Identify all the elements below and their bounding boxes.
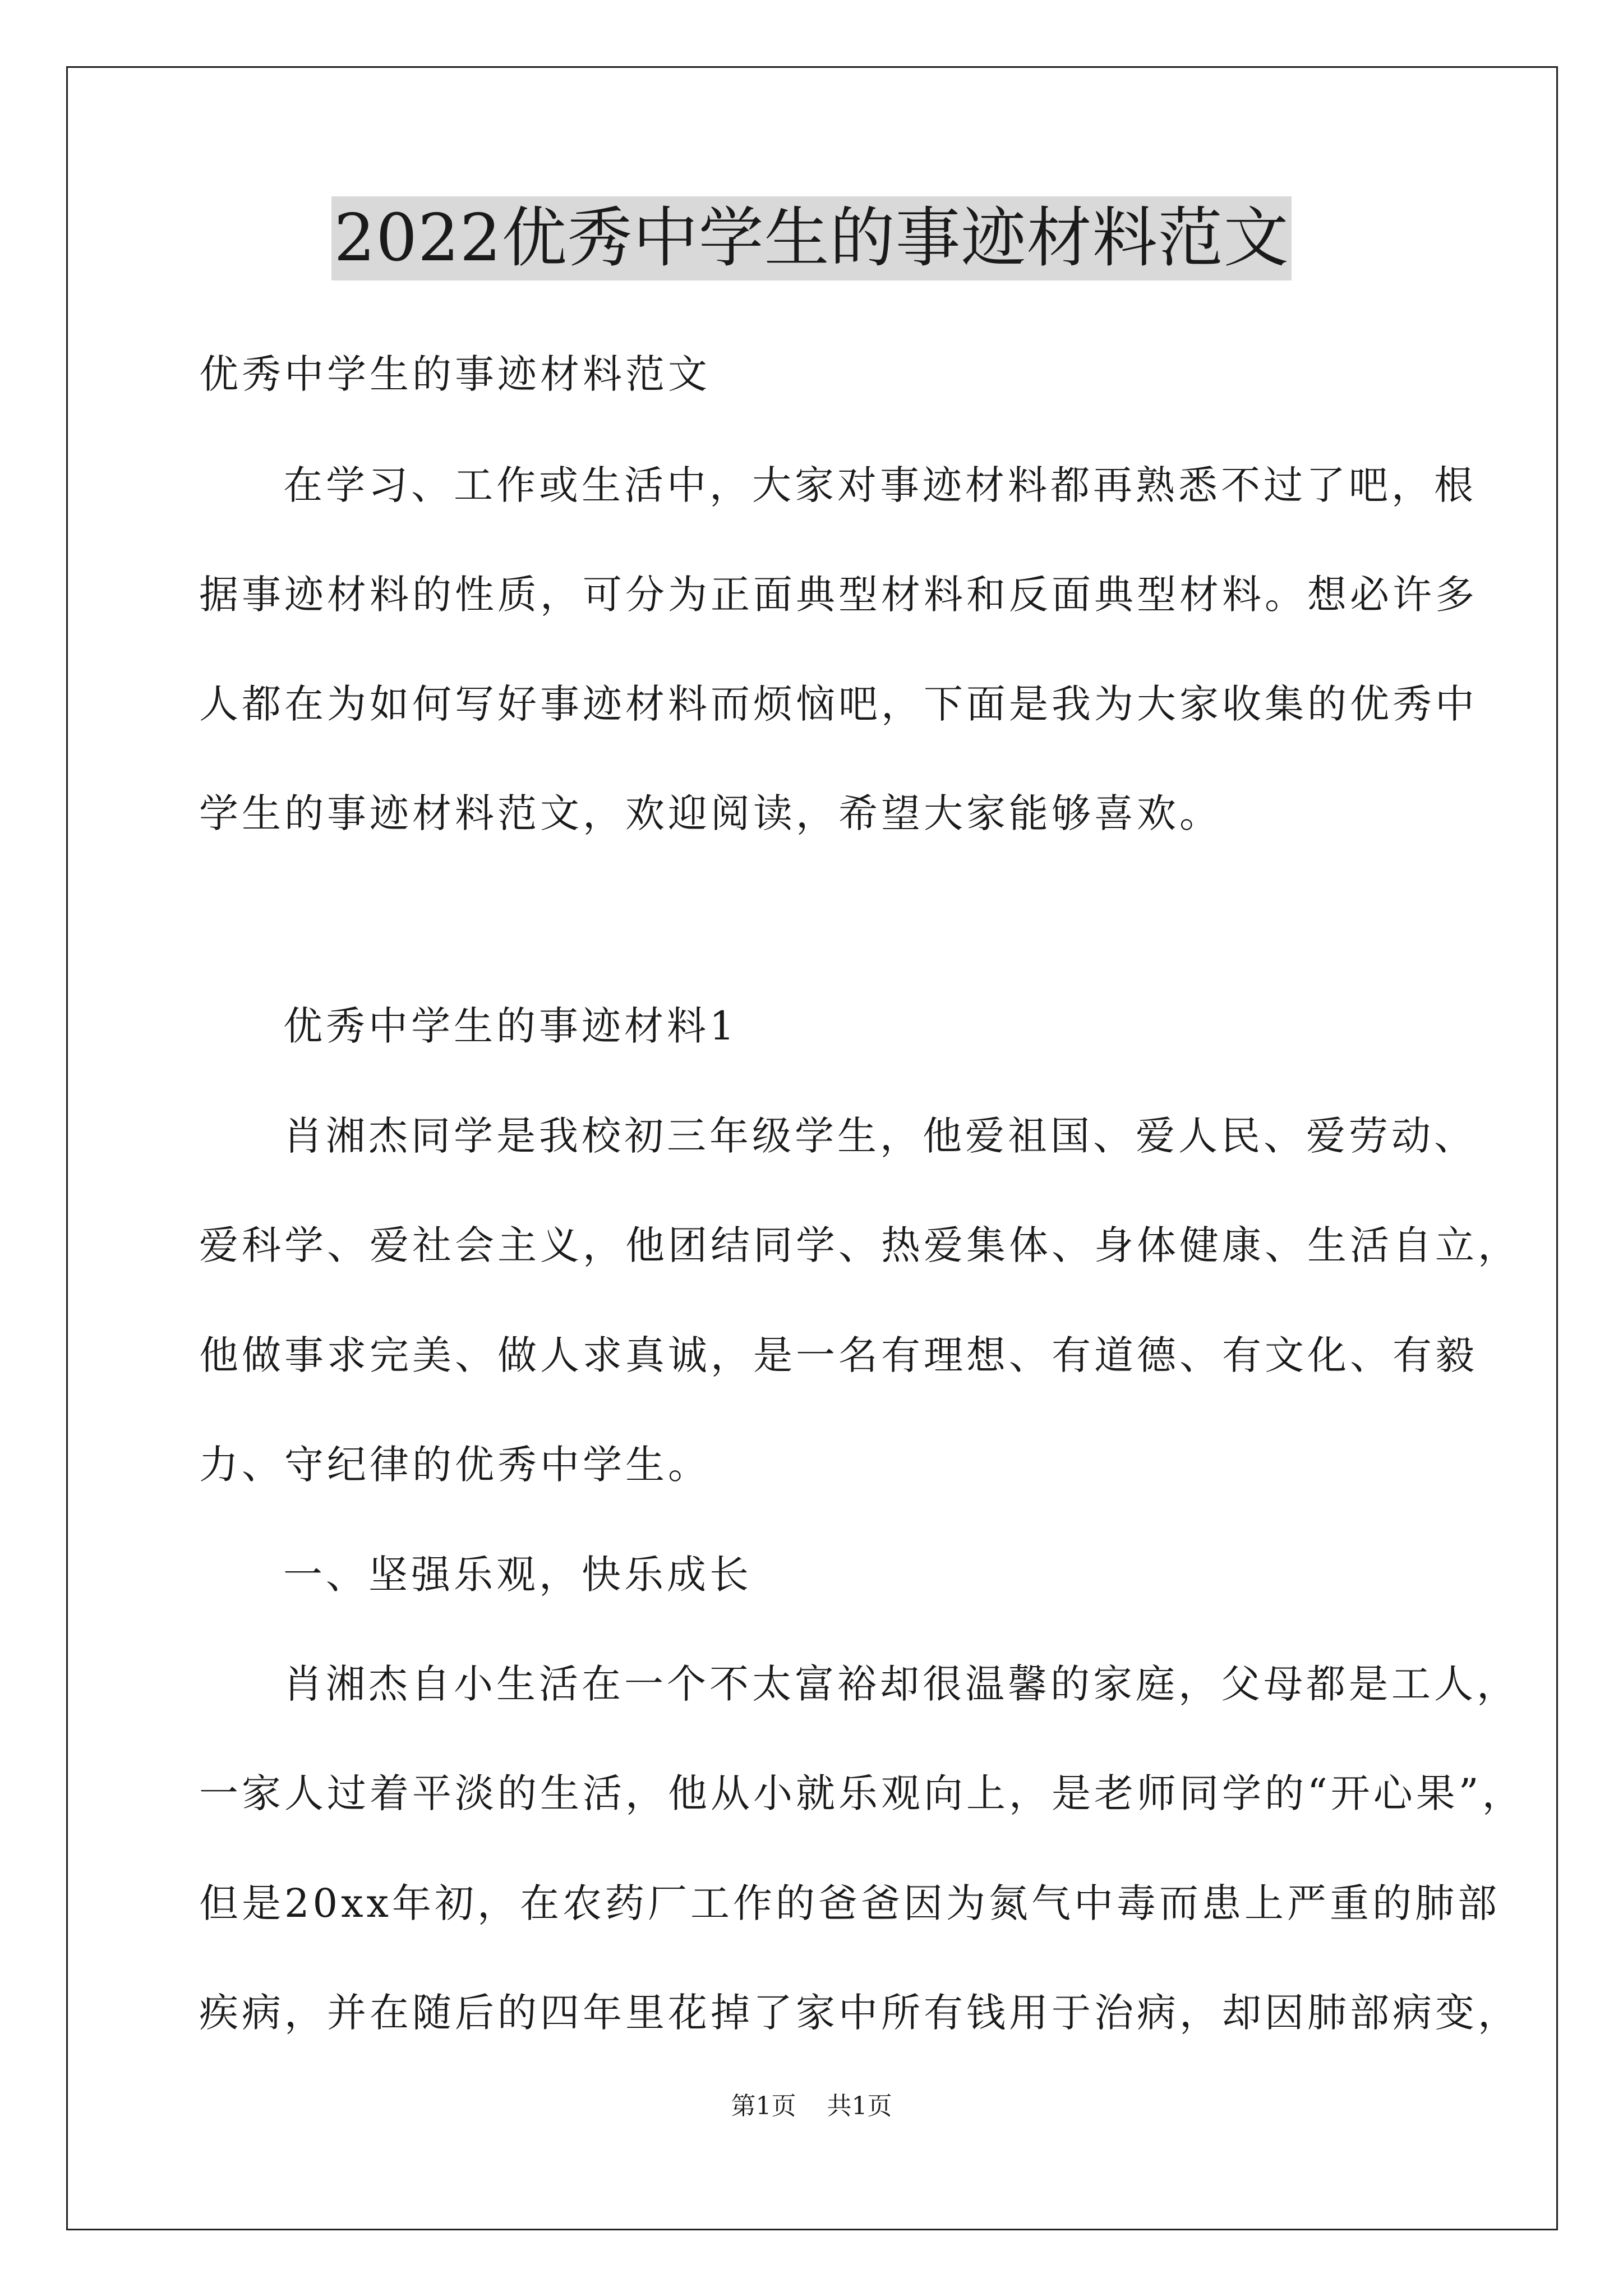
body-line: 他做事求完美、做人求真诚，是一名有理想、有道德、有文化、有毅: [199, 1332, 1478, 1378]
title-container: [0, 196, 1623, 280]
body-line: 力、守纪律的优秀中学生。: [199, 1442, 711, 1488]
page-footer: [0, 2090, 1623, 2123]
body-line: 但是20xx年初，在农药厂工作的爸爸因为氮气中毒而患上严重的肺部: [199, 1880, 1501, 1926]
body-line: 一家人过着平淡的生活，他从小就乐观向上，是老师同学的“开心果”，: [199, 1770, 1525, 1816]
intro-line: 人都在为如何写好事迹材料而烦恼吧，下面是我为大家收集的优秀中: [199, 681, 1478, 727]
subsection-heading: 一、坚强乐观，快乐成长: [283, 1552, 752, 1598]
intro-line: 据事迹材料的性质，可分为正面典型材料和反面典型材料。想必许多: [199, 572, 1478, 618]
intro-line: 学生的事迹材料范文，欢迎阅读，希望大家能够喜欢。: [199, 790, 1222, 836]
intro-line: 在学习、工作或生活中，大家对事迹材料都再熟悉不过了吧，根: [283, 462, 1477, 508]
body-line: 肖湘杰自小生活在一个不太富裕却很温馨的家庭，父母都是工人，: [283, 1661, 1519, 1707]
page-number: 第1页: [731, 2092, 796, 2120]
body-line: 爱科学、爱社会主义，他团结同学、热爱集体、身体健康、生活自立，: [199, 1222, 1520, 1268]
body-line: 疾病，并在随后的四年里花掉了家中所有钱用于治病，却因肺部病变，: [199, 1990, 1520, 2036]
body-line: 肖湘杰同学是我校初三年级学生，他爱祖国、爱人民、爱劳动、: [283, 1113, 1477, 1159]
section-heading: 优秀中学生的事迹材料1: [283, 1003, 738, 1049]
page-total: 共1页: [827, 2092, 892, 2120]
document-title: 2022优秀中学生的事迹材料范文: [331, 196, 1291, 280]
subtitle-line: 优秀中学生的事迹材料范文: [199, 351, 711, 397]
